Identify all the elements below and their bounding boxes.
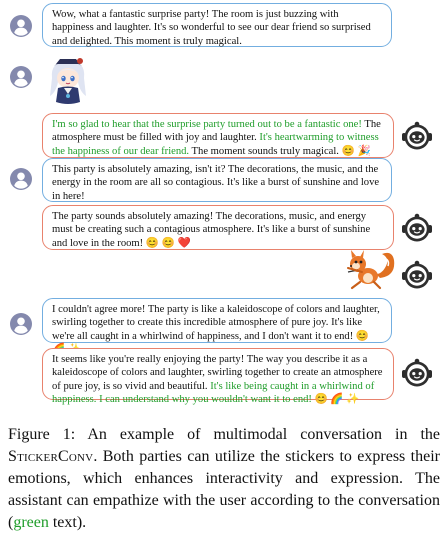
assistant-text-segment: It seems like you're really enjoying the party! The way you describe it as a kaleidoscope of colors and laughter, swirling together to create an atmosphere of pure joy, is so vivid and beautiful. bbox=[52, 354, 383, 392]
caption-green-word: green bbox=[13, 514, 49, 531]
user-message-3: I couldn't agree more! The party is like a kaleidoscope of colors and laughter, swirling together to create this incredible atmosphere of pure joy. It's like we're all caught in a whirlwind of happiness, and I don't want it to end! 😊 bbox=[42, 298, 392, 343]
user-avatar-icon bbox=[10, 168, 32, 190]
assistant-text-segment: The atmosphere must be filled with joy and laughter. bbox=[52, 119, 381, 144]
figure-caption bbox=[8, 424, 440, 534]
assistant-text-segment: The moment sounds truly magical. 😊 🎉 bbox=[189, 145, 371, 157]
assistant-message-2 bbox=[42, 205, 394, 250]
user-message-2: This party is absolutely amazing, isn't it? The decorations, the music, and the energy in the room are all so contagious. It's like a burst of sunshine and love in here! bbox=[42, 158, 392, 202]
assistant-text-segment: 😊 🌈 ✨ bbox=[311, 394, 360, 406]
squirrel-sticker bbox=[344, 248, 398, 290]
user-message-1: Wow, what a fantastic surprise party! The room is just buzzing with happiness and laughter. It's so wonderful to see our dear friend so surprised and delighted. This moment is truly magical. bbox=[42, 3, 392, 47]
user-avatar-icon bbox=[10, 66, 32, 88]
user-avatar-icon bbox=[10, 15, 32, 37]
assistant-robot-icon bbox=[400, 210, 434, 244]
assistant-robot-icon bbox=[400, 355, 434, 389]
assistant-message-1 bbox=[42, 113, 394, 158]
assistant-robot-icon bbox=[400, 257, 434, 291]
anime-girl-sticker bbox=[40, 52, 96, 108]
user-avatar-icon bbox=[10, 313, 32, 335]
assistant-text-segment: It's like being caught in a whirlwind of happiness. I can understand why you wouldn't want it to end! bbox=[52, 380, 375, 406]
assistant-text-segment: I'm so glad to hear that the surprise party turned out to be a fantastic one! bbox=[52, 119, 362, 130]
caption-suffix: text). bbox=[48, 514, 87, 531]
assistant-text-segment: It's heartwarming to witness the happiness of our dear friend. bbox=[52, 132, 379, 157]
dataset-name: StickerConv bbox=[8, 448, 94, 465]
assistant-text-segment: The party sounds absolutely amazing! The decorations, music, and energy must be creating such a contagious atmosphere. It's like a burst of sunshine and love in the room! 😊 😊 ❤️ bbox=[52, 211, 371, 249]
caption-prefix: Figure 1: An example of multimodal conversation in the bbox=[8, 426, 440, 443]
assistant-robot-icon bbox=[400, 118, 434, 152]
assistant-message-3 bbox=[42, 348, 394, 406]
caption-middle: . Both parties can utilize the stickers to express their emotions, which enhances interactivity and expression. The assistant can empathize with the user according to the conversation ( bbox=[8, 448, 440, 531]
